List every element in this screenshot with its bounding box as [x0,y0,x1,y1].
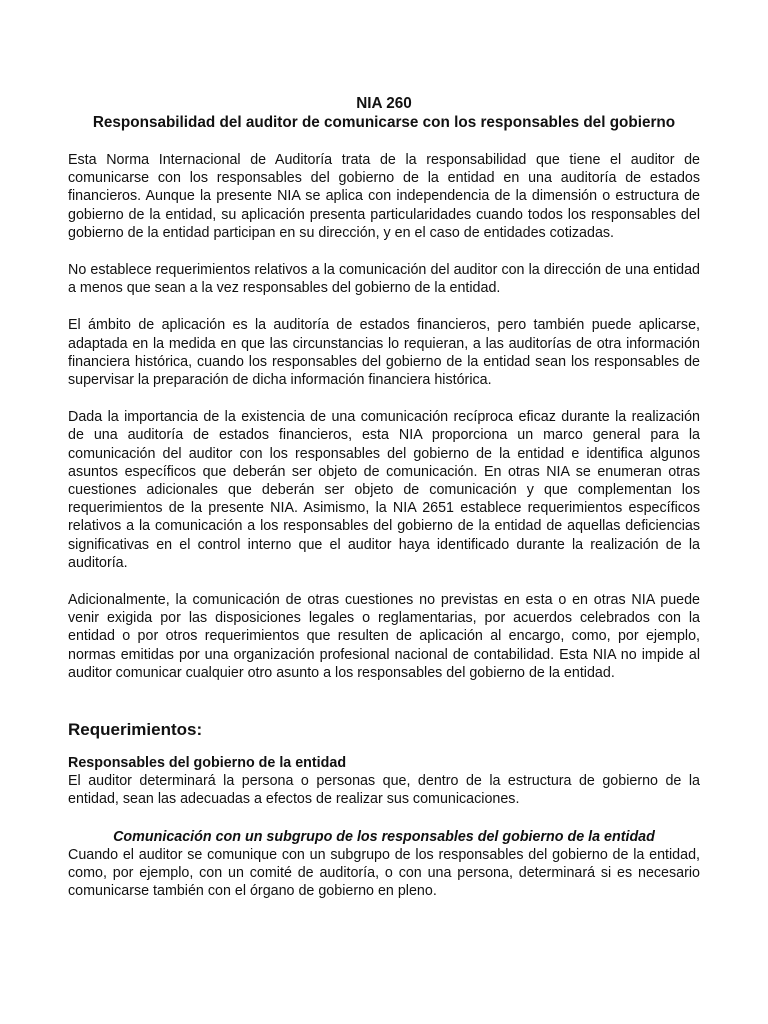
paragraph-5: Adicionalmente, la comunicación de otras cuestiones no previstas en esta o en otras NIA puede venir exigida por las disposiciones legales o reglamentarias, por acuerdos celebrados con la entidad o por otros requerimientos que resulten de aplicación al encargo, como, por ejemplo, normas emitidas por una organización profesional nacional de contabilidad. Esta NIA no impide al auditor comunicar cualquier otro asunto a los responsables del gobierno de la entidad. [68,592,700,681]
paragraph-1: Esta Norma Internacional de Auditoría trata de la responsabilidad que tiene el auditor de comunicarse con los responsables del gobierno de la entidad en una auditoría de estados financieros. Aunque la presente NIA se aplica con independencia de la dimensión o estructura de gobierno de la entidad, su aplicación presenta particularidades cuando todos los responsables del gobierno de la entidad participan en su dirección, y en el caso de entidades cotizadas. [68,152,700,241]
document-page [68,94,700,920]
paragraph-2: No establece requerimientos relativos a la comunicación del auditor con la dirección de una entidad a menos que sean a la vez responsables del gobierno de la entidad. [68,262,700,297]
requirements-heading: Requerimientos: [68,720,203,740]
paragraph-4: Dada la importancia de la existencia de una comunicación recíproca eficaz durante la realización de una auditoría de estados financieros, esta NIA proporciona un marco general para la comunicación del auditor con los responsables del gobierno de la entidad e identifica algunos asuntos específicos que deberán ser objeto de comunicación. En otras NIA se enumeran otras cuestiones adicionales que deberán ser objeto de comunicación y que complementan los requerimientos de la presente NIA. Asimismo, la NIA 2651 establece requerimientos específicos relativos a la comunicación a los responsables del gobierno de la entidad de aquellas deficiencias significativas en el control interno que el auditor haya identificado durante la realización de la auditoría. [68,409,700,571]
paragraph-3: El ámbito de aplicación es la auditoría de estados financieros, pero también puede aplicarse, adaptada en la medida en que las circunstancias lo requieran, a las auditorías de otra información financiera histórica, cuando los responsables del gobierno de la entidad sean los responsables de supervisar la preparación de dicha información financiera histórica. [68,317,700,389]
section-text-governance: El auditor determinará la persona o personas que, dentro de la estructura de gobierno de la entidad, sean las adecuadas a efectos de realizar sus comunicaciones. [68,773,700,808]
section-heading-subgroup: Comunicación con un subgrupo de los responsables del gobierno de la entidad [113,828,655,845]
document-title-block [68,94,700,132]
section-text-subgroup: Cuando el auditor se comunique con un subgrupo de los responsables del gobierno de la entidad, como, por ejemplo, con un comité de auditoría, o con una persona, determinará si es necesario comunicarse también con el órgano de gobierno en pleno. [68,846,700,900]
document-code: NIA 260 [356,95,412,112]
section-heading-governance: Responsables del gobierno de la entidad [68,755,347,772]
document-title: Responsabilidad del auditor de comunicarse con los responsables del gobierno [92,114,676,131]
